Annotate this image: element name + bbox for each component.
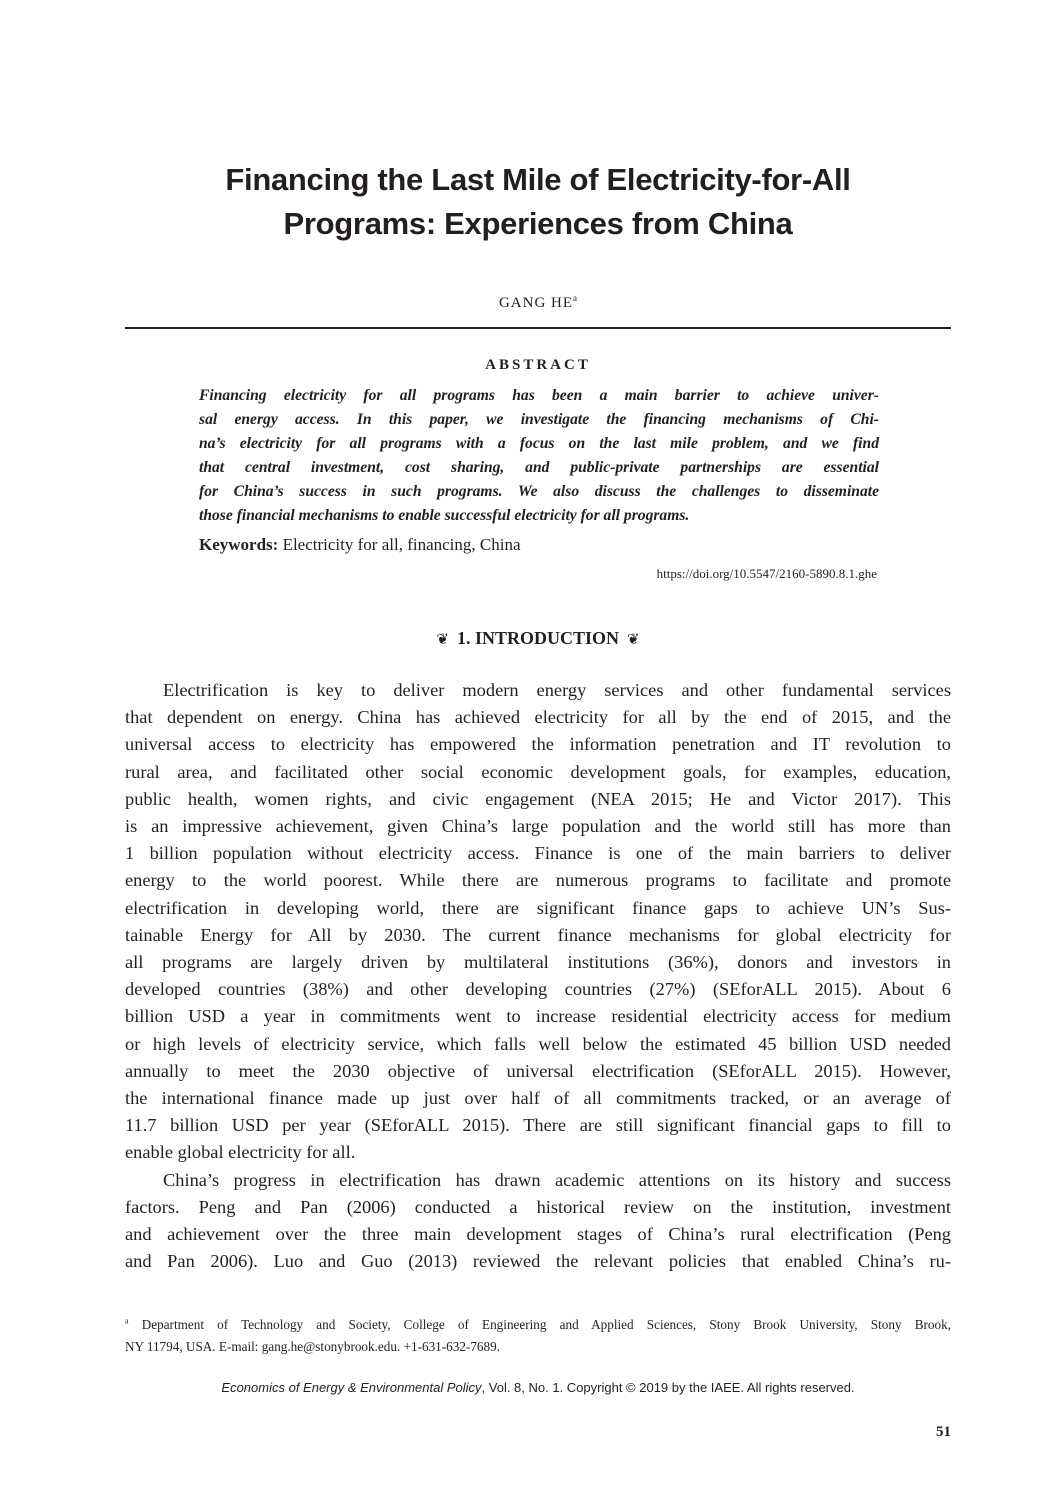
- abstract-text: [199, 384, 879, 528]
- body-line: is an impressive achievement, given China’s large population and the world still has more than: [125, 816, 951, 837]
- footnote: [125, 1314, 951, 1358]
- author-line: [125, 295, 951, 312]
- body-line: the international finance made up just over half of all commitments tracked, or an average of: [125, 1088, 951, 1109]
- abstract-line: that central investment, cost sharing, and public-private partnerships are essential: [199, 459, 879, 476]
- abstract-line: na’s electricity for all programs with a focus on the last mile problem, and we find: [199, 435, 879, 452]
- section-title: 1. INTRODUCTION: [456, 628, 620, 648]
- doi-link[interactable]: https://doi.org/10.5547/2160-5890.8.1.ghe: [656, 566, 877, 581]
- footnote-line-2: NY 11794, USA. E-mail: gang.he@stonybrook.edu. +1-631-632-7689.: [125, 1339, 500, 1354]
- footnote-text-1: Department of Technology and Society, College of Engineering and Applied Sciences, Stony Brook University, Stony Brook,: [141, 1317, 951, 1332]
- body-line: billion USD a year in commitments went to increase residential electricity access for medium: [125, 1006, 951, 1027]
- body-line: Electrification is key to deliver modern energy services and other fundamental services: [163, 680, 951, 700]
- author-name: GANG HE: [498, 295, 574, 311]
- abstract-line: Financing electricity for all programs has been a main barrier to achieve univer-: [199, 387, 879, 404]
- abstract-heading: ABSTRACT: [485, 357, 591, 373]
- body-line: universal access to electricity has empowered the information penetration and IT revolution to: [125, 734, 951, 755]
- body-line: tainable Energy for All by 2030. The current finance mechanisms for global electricity for: [125, 924, 951, 945]
- title-line-2: Programs: Experiences from China: [283, 206, 793, 241]
- body-text: [125, 677, 951, 1275]
- title-line-1: Financing the Last Mile of Electricity-for-All: [225, 162, 851, 197]
- body-line: 1 billion population without electricity access. Finance is one of the main barriers to deliver: [125, 843, 951, 864]
- body-line: China’s progress in electrification has drawn academic attentions on its history and success: [163, 1169, 951, 1190]
- keywords: [199, 533, 879, 557]
- title-divider: [125, 327, 951, 329]
- section-heading: [125, 628, 951, 649]
- journal-name: Economics of Energy & Environmental Policy: [221, 1380, 482, 1395]
- ornament-left-icon: ❦: [436, 632, 449, 648]
- keywords-value: Electricity for all, financing, China: [282, 535, 521, 554]
- journal-footer: [125, 1380, 951, 1395]
- body-line: electrification in developing world, there are significant finance gaps to achieve UN’s Sus-: [125, 897, 951, 918]
- footnote-line-1: [125, 1314, 951, 1336]
- body-line: that dependent on energy. China has achieved electricity for all by the end of 2015, and the: [125, 707, 951, 728]
- journal-details: , Vol. 8, No. 1. Copyright © 2019 by the IAEE. All rights reserved.: [481, 1380, 855, 1395]
- abstract-line: for China’s success in such programs. We also discuss the challenges to disseminate: [199, 483, 879, 500]
- footnote-marker: a: [125, 1316, 129, 1326]
- body-line: 11.7 billion USD per year (SEforALL 2015). There are still significant financial gaps to fill to: [125, 1115, 951, 1136]
- body-line: rural area, and facilitated other social economic development goals, for examples, education,: [125, 761, 951, 782]
- body-line: all programs are largely driven by multilateral institutions (36%), donors and investors in: [125, 952, 951, 973]
- body-line: annually to meet the 2030 objective of universal electrification (SEforALL 2015). However,: [125, 1060, 951, 1081]
- paper-title: [125, 158, 951, 246]
- body-line: energy to the world poorest. While there are numerous programs to facilitate and promote: [125, 870, 951, 891]
- body-line: factors. Peng and Pan (2006) conducted a historical review on the institution, investment: [125, 1196, 951, 1217]
- body-line: or high levels of electricity service, which falls well below the estimated 45 billion USD needed: [125, 1033, 951, 1054]
- abstract-line: those financial mechanisms to enable successful electricity for all programs.: [199, 507, 690, 524]
- ornament-right-icon: ❦: [627, 632, 640, 648]
- body-line: developed countries (38%) and other developing countries (27%) (SEforALL 2015). About 6: [125, 979, 951, 1000]
- abstract-line: sal energy access. In this paper, we investigate the financing mechanisms of Chi-: [199, 411, 879, 428]
- author-footnote-marker: a: [573, 293, 578, 303]
- body-line: and Pan 2006). Luo and Guo (2013) reviewed the relevant policies that enabled China’s ru-: [125, 1251, 951, 1272]
- body-line: and achievement over the three main development stages of China’s rural electrification (Peng: [125, 1224, 951, 1245]
- keywords-label: Keywords:: [199, 535, 279, 554]
- page-number: 51: [936, 1424, 951, 1440]
- body-line: enable global electricity for all.: [125, 1142, 356, 1163]
- body-line: public health, women rights, and civic engagement (NEA 2015; He and Victor 2017). This: [125, 788, 951, 809]
